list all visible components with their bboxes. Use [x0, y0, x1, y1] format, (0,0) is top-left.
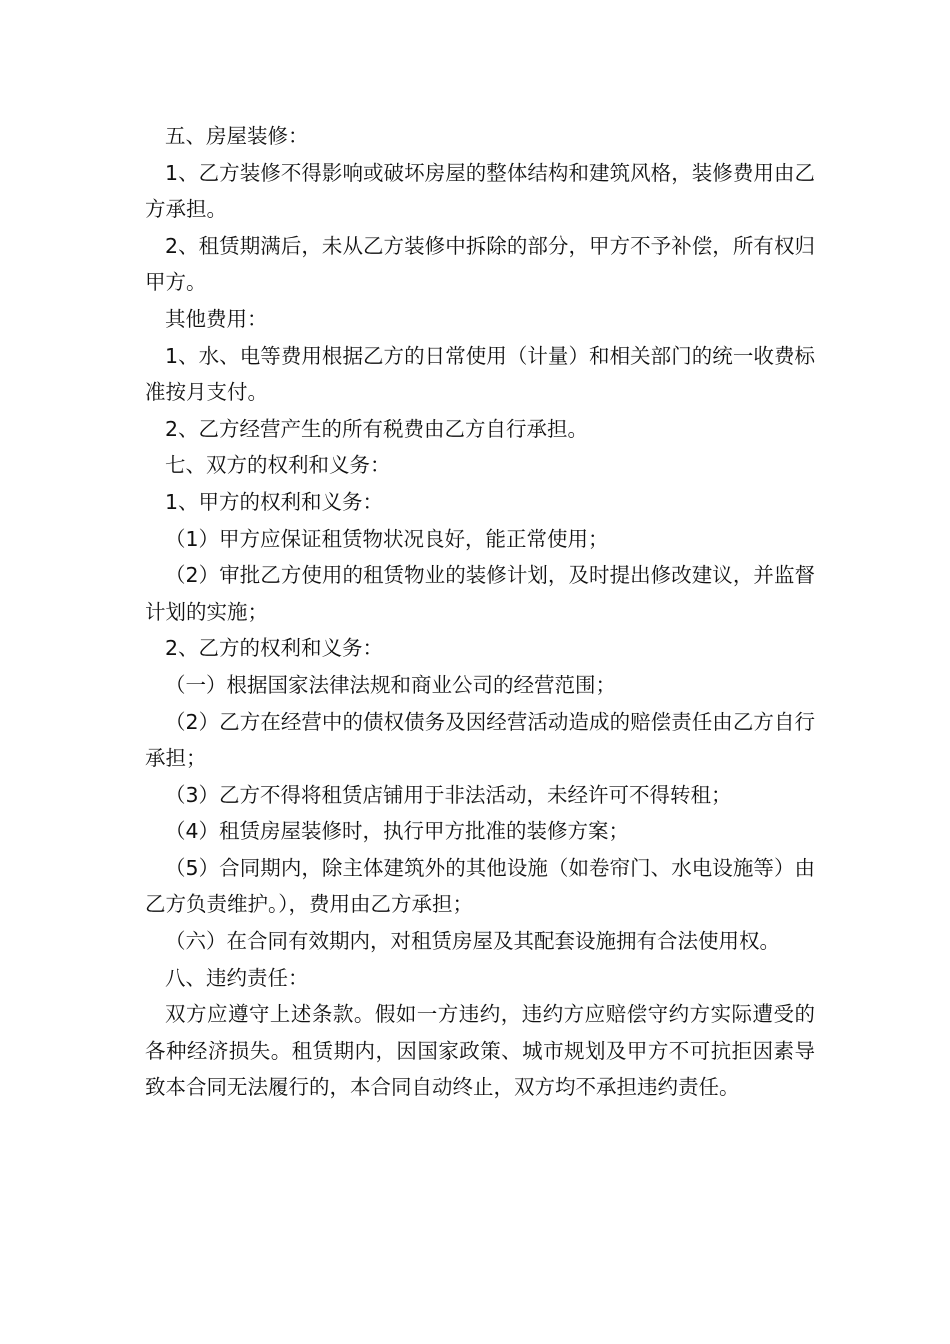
clause-paragraph: （2）乙方在经营中的债权债务及因经营活动造成的赔偿责任由乙方自行承担；	[145, 709, 815, 771]
clause-paragraph: 双方应遵守上述条款。假如一方违约，违约方应赔偿守约方实际遭受的各种经济损失。租赁期内，因国家政策、城市规划及甲方不可抗拒因素导致本合同无法履行的，本合同自动终止，双方均不承担违约责任。	[145, 1002, 815, 1100]
subsection-heading-party-a: 1、甲方的权利和义务：	[165, 489, 384, 514]
clause-paragraph: （1）甲方应保证租赁物状况良好，能正常使用；	[165, 526, 609, 551]
clause-paragraph: 2、乙方经营产生的所有税费由乙方自行承担。	[165, 416, 589, 441]
clause-paragraph: 1、乙方装修不得影响或破坏房屋的整体结构和建筑风格，装修费用由乙方承担。	[145, 160, 815, 222]
clause-paragraph: （2）审批乙方使用的租赁物业的装修计划，及时提出修改建议，并监督计划的实施；	[145, 563, 815, 624]
clause-paragraph: 1、水、电等费用根据乙方的日常使用（计量）和相关部门的统一收费标准按月支付。	[145, 343, 815, 405]
clause-paragraph: （4）租赁房屋装修时，执行甲方批准的装修方案；	[165, 819, 630, 844]
clause-paragraph: 2、租赁期满后，未从乙方装修中拆除的部分，甲方不予补偿，所有权归甲方。	[145, 233, 815, 295]
clause-paragraph: （六）在合同有效期内，对租赁房屋及其配套设施拥有合法使用权。	[165, 929, 780, 954]
subsection-heading-party-b: 2、乙方的权利和义务：	[165, 636, 384, 661]
clause-paragraph: （一）根据国家法律法规和商业公司的经营范围；	[165, 672, 616, 697]
section-heading-rights-obligations: 七、双方的权利和义务：	[165, 453, 391, 478]
document-body	[145, 118, 815, 1106]
clause-paragraph: （5）合同期内，除主体建筑外的其他设施（如卷帘门、水电设施等）由乙方负责维护。），费用由乙方承担；	[145, 855, 815, 917]
section-heading-other-fees: 其他费用：	[165, 306, 268, 331]
section-heading-renovation: 五、房屋装修：	[165, 124, 309, 148]
section-heading-breach: 八、违约责任：	[165, 965, 309, 990]
clause-paragraph: （3）乙方不得将租赁店铺用于非法活动，未经许可不得转租；	[165, 782, 732, 807]
